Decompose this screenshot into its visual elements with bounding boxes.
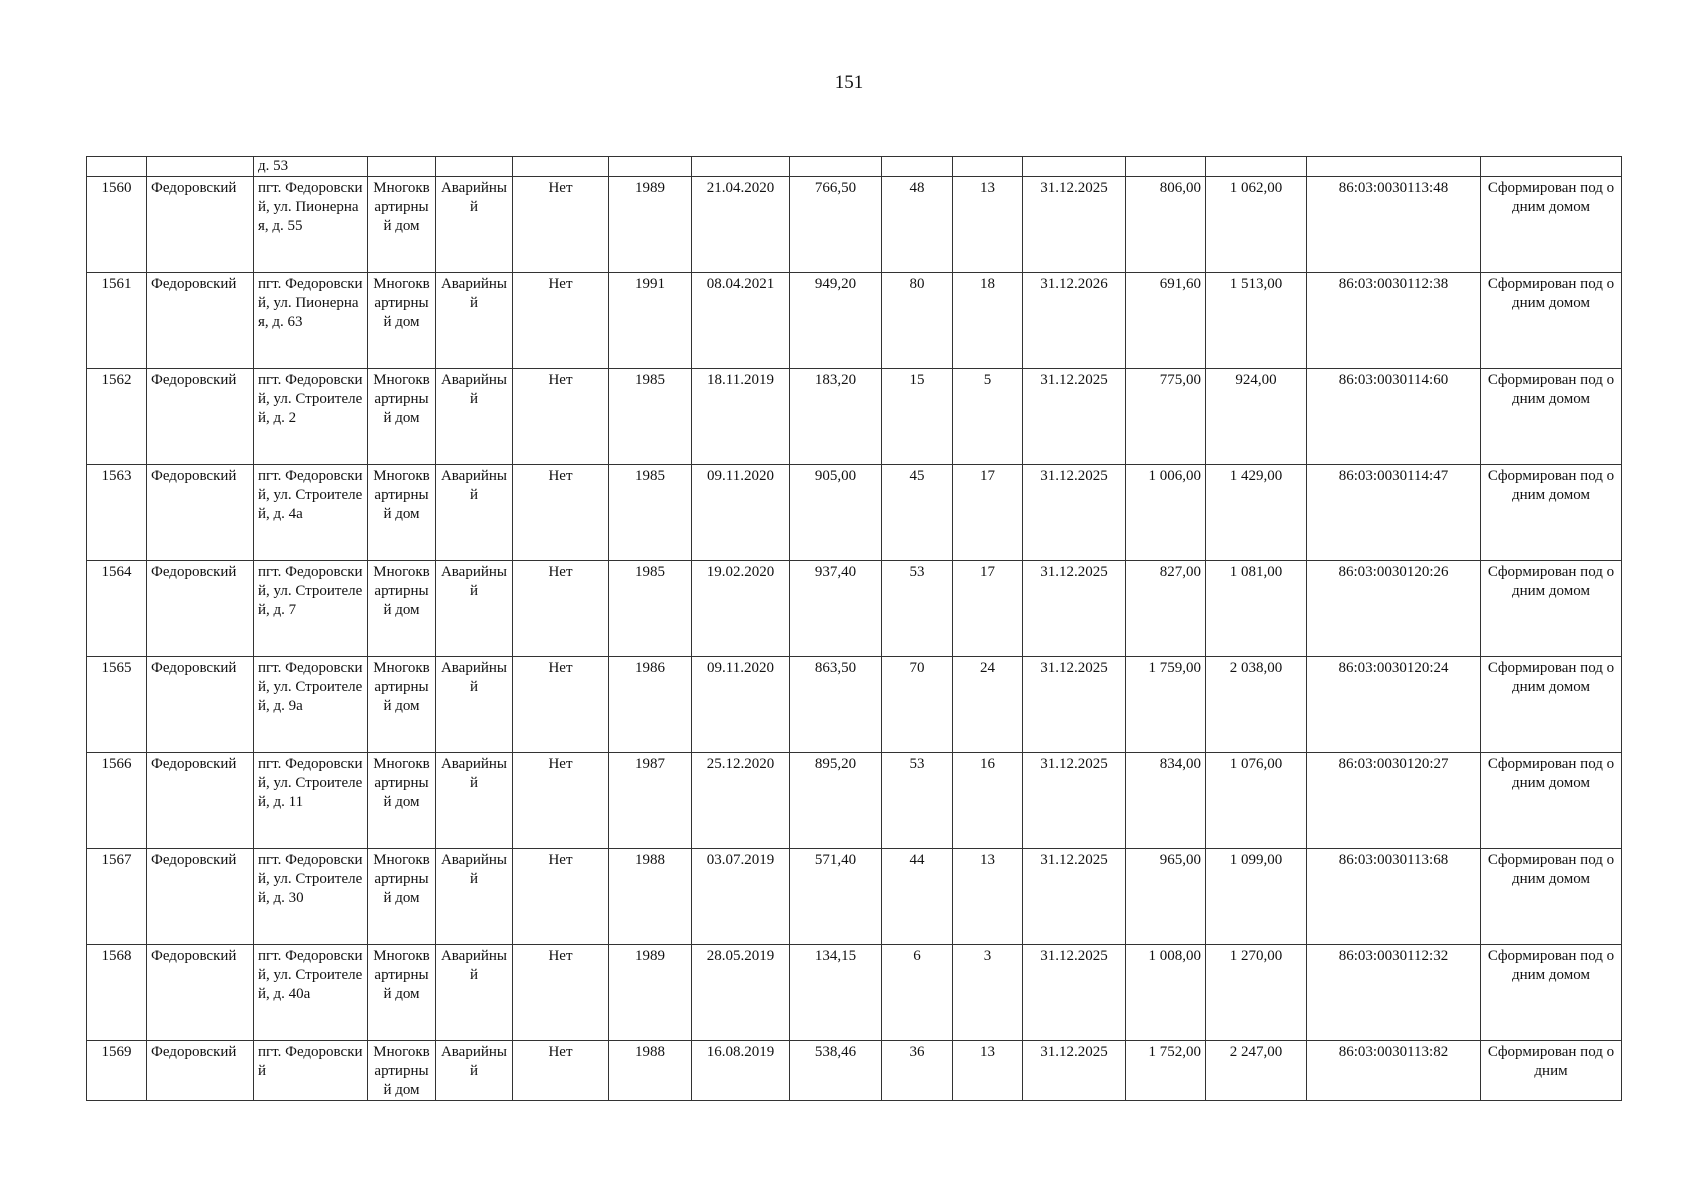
house-type-cell: Многоквартирный дом	[368, 177, 436, 273]
cadastral-number-cell: 86:03:0030112:32	[1307, 945, 1481, 1041]
units-cell: 16	[953, 753, 1023, 849]
date-cell: 18.11.2019	[692, 369, 790, 465]
status-cell: Аварийный	[436, 849, 513, 945]
row-number-cell: 1568	[87, 945, 147, 1041]
land-area-1-cell: 1 006,00	[1126, 465, 1206, 561]
table-row	[87, 1041, 1622, 1101]
residents-cell: 45	[882, 465, 953, 561]
municipality-cell: Федоровский	[147, 657, 254, 753]
residents-cell: 53	[882, 561, 953, 657]
date-cell: 08.04.2021	[692, 273, 790, 369]
municipality-cell: Федоровский	[147, 1041, 254, 1101]
address-cell: пгт. Федоровский, ул. Строителей, д. 30	[254, 849, 368, 945]
row-number-cell: 1563	[87, 465, 147, 561]
address-cell: пгт. Федоровский, ул. Строителей, д. 11	[254, 753, 368, 849]
row-number-cell: 1569	[87, 1041, 147, 1101]
house-type-cell: Многоквартирный дом	[368, 849, 436, 945]
deadline-cell: 31.12.2025	[1023, 945, 1126, 1041]
table-row	[87, 561, 1622, 657]
units-cell: 5	[953, 369, 1023, 465]
cadastral-number-cell: 86:03:0030120:27	[1307, 753, 1481, 849]
address-cell: пгт. Федоровский, ул. Строителей, д. 9а	[254, 657, 368, 753]
address-cell: пгт. Федоровский, ул. Строителей, д. 2	[254, 369, 368, 465]
land-area-1-cell: 806,00	[1126, 177, 1206, 273]
units-cell: 18	[953, 273, 1023, 369]
table-row	[87, 849, 1622, 945]
date-cell: 03.07.2019	[692, 849, 790, 945]
area-cell: 905,00	[790, 465, 882, 561]
date-cell: 09.11.2020	[692, 465, 790, 561]
row-number-cell: 1566	[87, 753, 147, 849]
units-cell: 13	[953, 177, 1023, 273]
house-type-cell: Многоквартирный дом	[368, 945, 436, 1041]
land-area-1-cell: 965,00	[1126, 849, 1206, 945]
year-cell: 1991	[609, 273, 692, 369]
note-cell: Сформирован под одним домом	[1481, 561, 1622, 657]
residents-cell: 6	[882, 945, 953, 1041]
note-cell: Сформирован под одним домом	[1481, 273, 1622, 369]
flag-cell: Нет	[513, 657, 609, 753]
status-cell: Аварийный	[436, 1041, 513, 1101]
year-cell: 1988	[609, 849, 692, 945]
note-cell: Сформирован под одним	[1481, 1041, 1622, 1101]
municipality-cell: Федоровский	[147, 465, 254, 561]
land-area-2-cell: 1 099,00	[1206, 849, 1307, 945]
housing-registry-table	[86, 156, 1622, 1101]
status-cell: Аварийный	[436, 657, 513, 753]
status-cell: Аварийный	[436, 177, 513, 273]
year-cell: 1985	[609, 561, 692, 657]
note-cell: Сформирован под одним домом	[1481, 753, 1622, 849]
table-row	[87, 369, 1622, 465]
row-number-cell: 1562	[87, 369, 147, 465]
table-row	[87, 753, 1622, 849]
municipality-cell: Федоровский	[147, 177, 254, 273]
residents-cell: 44	[882, 849, 953, 945]
address-cell: пгт. Федоровский, ул. Пионерная, д. 55	[254, 177, 368, 273]
date-cell: 25.12.2020	[692, 753, 790, 849]
land-area-1-cell: 827,00	[1126, 561, 1206, 657]
table-row	[87, 945, 1622, 1041]
land-area-2-cell: 1 270,00	[1206, 945, 1307, 1041]
land-area-1-cell: 1 752,00	[1126, 1041, 1206, 1101]
house-type-cell: Многоквартирный дом	[368, 561, 436, 657]
row-number-cell: 1565	[87, 657, 147, 753]
flag-cell: Нет	[513, 177, 609, 273]
area-cell: 895,20	[790, 753, 882, 849]
table-row	[87, 273, 1622, 369]
area-cell: 766,50	[790, 177, 882, 273]
note-cell: Сформирован под одним домом	[1481, 465, 1622, 561]
residents-cell: 80	[882, 273, 953, 369]
deadline-cell: 31.12.2025	[1023, 465, 1126, 561]
deadline-cell: 31.12.2025	[1023, 753, 1126, 849]
residents-cell: 15	[882, 369, 953, 465]
area-cell: 538,46	[790, 1041, 882, 1101]
cadastral-number-cell: 86:03:0030114:47	[1307, 465, 1481, 561]
municipality-cell: Федоровский	[147, 273, 254, 369]
house-type-cell: Многоквартирный дом	[368, 753, 436, 849]
status-cell: Аварийный	[436, 561, 513, 657]
table-row	[87, 465, 1622, 561]
note-cell: Сформирован под одним домом	[1481, 945, 1622, 1041]
note-cell: Сформирован под одним домом	[1481, 657, 1622, 753]
address-cell: пгт. Федоровский, ул. Строителей, д. 40а	[254, 945, 368, 1041]
date-cell: 09.11.2020	[692, 657, 790, 753]
land-area-2-cell: 924,00	[1206, 369, 1307, 465]
flag-cell: Нет	[513, 753, 609, 849]
area-cell: 863,50	[790, 657, 882, 753]
area-cell: 937,40	[790, 561, 882, 657]
land-area-1-cell: 775,00	[1126, 369, 1206, 465]
status-cell: Аварийный	[436, 753, 513, 849]
residents-cell: 53	[882, 753, 953, 849]
land-area-2-cell: 1 076,00	[1206, 753, 1307, 849]
residents-cell: 70	[882, 657, 953, 753]
address-cell: пгт. Федоровский	[254, 1041, 368, 1101]
area-cell: 183,20	[790, 369, 882, 465]
area-cell: 134,15	[790, 945, 882, 1041]
flag-cell: Нет	[513, 369, 609, 465]
table-row	[87, 657, 1622, 753]
land-area-2-cell: 1 062,00	[1206, 177, 1307, 273]
residents-cell: 48	[882, 177, 953, 273]
house-type-cell: Многоквартирный дом	[368, 657, 436, 753]
date-cell: 21.04.2020	[692, 177, 790, 273]
year-cell: 1988	[609, 1041, 692, 1101]
house-type-cell: Многоквартирный дом	[368, 1041, 436, 1101]
house-type-cell: Многоквартирный дом	[368, 369, 436, 465]
year-cell: 1989	[609, 945, 692, 1041]
units-cell: 17	[953, 465, 1023, 561]
address-cell: пгт. Федоровский, ул. Строителей, д. 7	[254, 561, 368, 657]
row-number-cell: 1560	[87, 177, 147, 273]
cadastral-number-cell: 86:03:0030113:48	[1307, 177, 1481, 273]
deadline-cell: 31.12.2025	[1023, 657, 1126, 753]
note-cell: Сформирован под одним домом	[1481, 177, 1622, 273]
deadline-cell: 31.12.2025	[1023, 369, 1126, 465]
house-type-cell: Многоквартирный дом	[368, 465, 436, 561]
units-cell: 24	[953, 657, 1023, 753]
municipality-cell: Федоровский	[147, 561, 254, 657]
cadastral-number-cell: 86:03:0030113:68	[1307, 849, 1481, 945]
flag-cell: Нет	[513, 849, 609, 945]
row-number-cell: 1564	[87, 561, 147, 657]
land-area-2-cell: 2 038,00	[1206, 657, 1307, 753]
deadline-cell: 31.12.2025	[1023, 177, 1126, 273]
table-row	[87, 177, 1622, 273]
deadline-cell: 31.12.2026	[1023, 273, 1126, 369]
deadline-cell: 31.12.2025	[1023, 561, 1126, 657]
municipality-cell: Федоровский	[147, 753, 254, 849]
units-cell: 13	[953, 1041, 1023, 1101]
municipality-cell: Федоровский	[147, 945, 254, 1041]
status-cell: Аварийный	[436, 273, 513, 369]
residents-cell: 36	[882, 1041, 953, 1101]
date-cell: 19.02.2020	[692, 561, 790, 657]
area-cell: 571,40	[790, 849, 882, 945]
area-cell: 949,20	[790, 273, 882, 369]
cadastral-number-cell: 86:03:0030120:26	[1307, 561, 1481, 657]
units-cell: 13	[953, 849, 1023, 945]
units-cell: 17	[953, 561, 1023, 657]
flag-cell: Нет	[513, 945, 609, 1041]
land-area-2-cell: 1 513,00	[1206, 273, 1307, 369]
page-number: 151	[834, 72, 864, 93]
note-cell: Сформирован под одним домом	[1481, 849, 1622, 945]
note-cell: Сформирован под одним домом	[1481, 369, 1622, 465]
flag-cell: Нет	[513, 561, 609, 657]
year-cell: 1985	[609, 369, 692, 465]
deadline-cell: 31.12.2025	[1023, 849, 1126, 945]
year-cell: 1989	[609, 177, 692, 273]
address-cell: пгт. Федоровский, ул. Строителей, д. 4а	[254, 465, 368, 561]
address-cell: д. 53	[254, 157, 368, 177]
flag-cell: Нет	[513, 1041, 609, 1101]
flag-cell: Нет	[513, 465, 609, 561]
cadastral-number-cell: 86:03:0030113:82	[1307, 1041, 1481, 1101]
cadastral-number-cell: 86:03:0030120:24	[1307, 657, 1481, 753]
status-cell: Аварийный	[436, 945, 513, 1041]
units-cell: 3	[953, 945, 1023, 1041]
municipality-cell: Федоровский	[147, 369, 254, 465]
cadastral-number-cell: 86:03:0030114:60	[1307, 369, 1481, 465]
land-area-1-cell: 834,00	[1126, 753, 1206, 849]
land-area-2-cell: 2 247,00	[1206, 1041, 1307, 1101]
status-cell: Аварийный	[436, 369, 513, 465]
cadastral-number-cell: 86:03:0030112:38	[1307, 273, 1481, 369]
date-cell: 28.05.2019	[692, 945, 790, 1041]
year-cell: 1987	[609, 753, 692, 849]
year-cell: 1985	[609, 465, 692, 561]
land-area-1-cell: 691,60	[1126, 273, 1206, 369]
flag-cell: Нет	[513, 273, 609, 369]
deadline-cell: 31.12.2025	[1023, 1041, 1126, 1101]
address-cell: пгт. Федоровский, ул. Пионерная, д. 63	[254, 273, 368, 369]
municipality-cell: Федоровский	[147, 849, 254, 945]
continued-row	[87, 157, 1622, 177]
row-number-cell: 1561	[87, 273, 147, 369]
land-area-2-cell: 1 081,00	[1206, 561, 1307, 657]
date-cell: 16.08.2019	[692, 1041, 790, 1101]
year-cell: 1986	[609, 657, 692, 753]
house-type-cell: Многоквартирный дом	[368, 273, 436, 369]
land-area-1-cell: 1 008,00	[1126, 945, 1206, 1041]
status-cell: Аварийный	[436, 465, 513, 561]
land-area-1-cell: 1 759,00	[1126, 657, 1206, 753]
land-area-2-cell: 1 429,00	[1206, 465, 1307, 561]
row-number-cell: 1567	[87, 849, 147, 945]
